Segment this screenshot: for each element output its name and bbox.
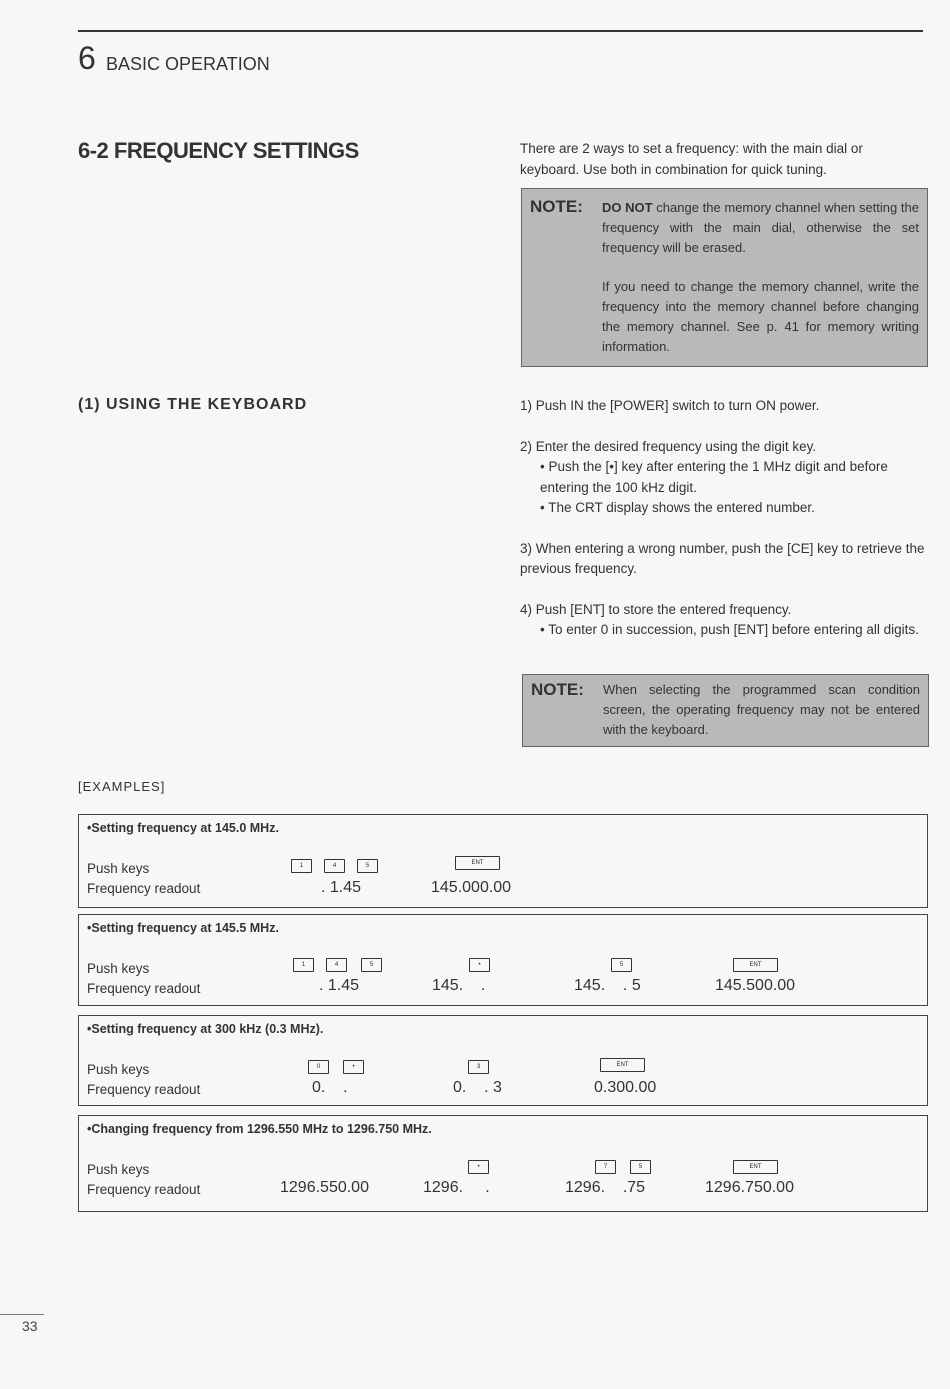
key-0: 0 bbox=[308, 1060, 329, 1074]
readout: 1296. . bbox=[423, 1179, 490, 1196]
step-1-text: 1) Push IN the [POWER] switch to turn ON power. bbox=[520, 398, 820, 413]
examples-heading: [EXAMPLES] bbox=[78, 779, 166, 794]
freq-readout-label: Frequency readout bbox=[87, 981, 201, 996]
step-4 bbox=[520, 600, 925, 641]
key-5: 5 bbox=[357, 859, 378, 873]
section-number: 6 bbox=[78, 40, 96, 76]
push-keys-label: Push keys bbox=[87, 961, 150, 976]
freq-readout-label: Frequency readout bbox=[87, 1182, 201, 1197]
note-text bbox=[602, 198, 919, 258]
page-title: 6-2 FREQUENCY SETTINGS bbox=[78, 138, 359, 163]
key-dot: • bbox=[343, 1060, 364, 1074]
steps-list bbox=[520, 396, 925, 661]
subsection-heading: (1) USING THE KEYBOARD bbox=[78, 396, 308, 413]
step-3 bbox=[520, 539, 925, 580]
push-keys-label: Push keys bbox=[87, 1062, 150, 1077]
readout: . 1.45 bbox=[319, 977, 360, 994]
example-box-3 bbox=[78, 1015, 928, 1106]
note-text: When selecting the programmed scan condition screen, the operating frequency may not be entered with the keyboard. bbox=[603, 682, 920, 737]
step-2 bbox=[520, 437, 925, 519]
readout: . 1.45 bbox=[321, 879, 362, 896]
key-ent: ENT bbox=[733, 1160, 778, 1174]
freq-readout-label: Frequency readout bbox=[87, 1082, 201, 1097]
key-ent: ENT bbox=[455, 856, 500, 870]
note-box-scan bbox=[522, 674, 929, 747]
note-box-memory bbox=[521, 188, 928, 367]
freq-readout-label: Frequency readout bbox=[87, 881, 201, 896]
example-box-1 bbox=[78, 814, 928, 908]
key-7: 7 bbox=[595, 1160, 616, 1174]
note-emphasis: DO NOT bbox=[602, 200, 653, 215]
key-1: 1 bbox=[291, 859, 312, 873]
example-title: •Setting frequency at 145.5 MHz. bbox=[87, 921, 279, 935]
key-dot: • bbox=[468, 1160, 489, 1174]
example-box-4 bbox=[78, 1115, 928, 1212]
key-ent: ENT bbox=[600, 1058, 645, 1072]
section-name: BASIC OPERATION bbox=[106, 54, 270, 74]
note-paragraph-1: change the memory channel when setting the frequency with the main dial, otherwise the set frequency will be erased. bbox=[602, 200, 919, 255]
page-number-rule bbox=[0, 1314, 44, 1315]
intro-paragraph: There are 2 ways to set a frequency: with the main dial or keyboard. Use both in combination for quick tuning. bbox=[520, 141, 863, 177]
readout: 0. . 3 bbox=[453, 1079, 502, 1096]
step-2-text: 2) Enter the desired frequency using the digit key. bbox=[520, 438, 817, 454]
key-5: 5 bbox=[361, 958, 382, 972]
readout: 0.300.00 bbox=[594, 1079, 657, 1096]
key-4: 4 bbox=[324, 859, 345, 873]
example-title: •Setting frequency at 300 kHz (0.3 MHz). bbox=[87, 1022, 324, 1036]
example-title: •Changing frequency from 1296.550 MHz to 1296.750 MHz. bbox=[87, 1122, 432, 1136]
note-label: NOTE: bbox=[530, 197, 583, 216]
readout: 1296.550.00 bbox=[280, 1179, 369, 1196]
step-3-text: 3) When entering a wrong number, push the [CE] key to retrieve the previous frequency. bbox=[520, 540, 925, 576]
example-box-2 bbox=[78, 914, 928, 1006]
step-2-bullet-a: • Push the [•] key after entering the 1 MHz digit and before entering the 100 kHz digit. bbox=[540, 459, 888, 495]
key-5: 5 bbox=[630, 1160, 651, 1174]
step-4-bullet-a: • To enter 0 in succession, push [ENT] before entering all digits. bbox=[540, 622, 919, 637]
readout: 0. . bbox=[312, 1079, 348, 1096]
example-title: •Setting frequency at 145.0 MHz. bbox=[87, 821, 279, 835]
key-1: 1 bbox=[293, 958, 314, 972]
page-number: 33 bbox=[22, 1318, 38, 1334]
key-5: 5 bbox=[611, 958, 632, 972]
top-rule bbox=[78, 30, 923, 32]
push-keys-label: Push keys bbox=[87, 1162, 150, 1177]
note-label: NOTE: bbox=[531, 680, 584, 699]
readout: 1296.750.00 bbox=[705, 1179, 794, 1196]
push-keys-label: Push keys bbox=[87, 861, 150, 876]
key-3: 3 bbox=[468, 1060, 489, 1074]
readout: 1296. .75 bbox=[565, 1179, 646, 1196]
note-paragraph-2: If you need to change the memory channel, write the frequency into the memory channel before changing the memory channel. See p. 41 for memory writing information. bbox=[602, 279, 919, 354]
readout: 145. . 5 bbox=[574, 977, 641, 994]
step-1 bbox=[520, 396, 925, 417]
readout: 145. . bbox=[432, 977, 486, 994]
readout: 145.500.00 bbox=[715, 977, 796, 994]
key-4: 4 bbox=[326, 958, 347, 972]
key-dot: • bbox=[469, 958, 490, 972]
step-4-text: 4) Push [ENT] to store the entered frequency. bbox=[520, 601, 792, 617]
key-ent: ENT bbox=[733, 958, 778, 972]
readout: 145.000.00 bbox=[431, 879, 512, 896]
step-2-bullet-b: • The CRT display shows the entered number. bbox=[540, 500, 815, 515]
